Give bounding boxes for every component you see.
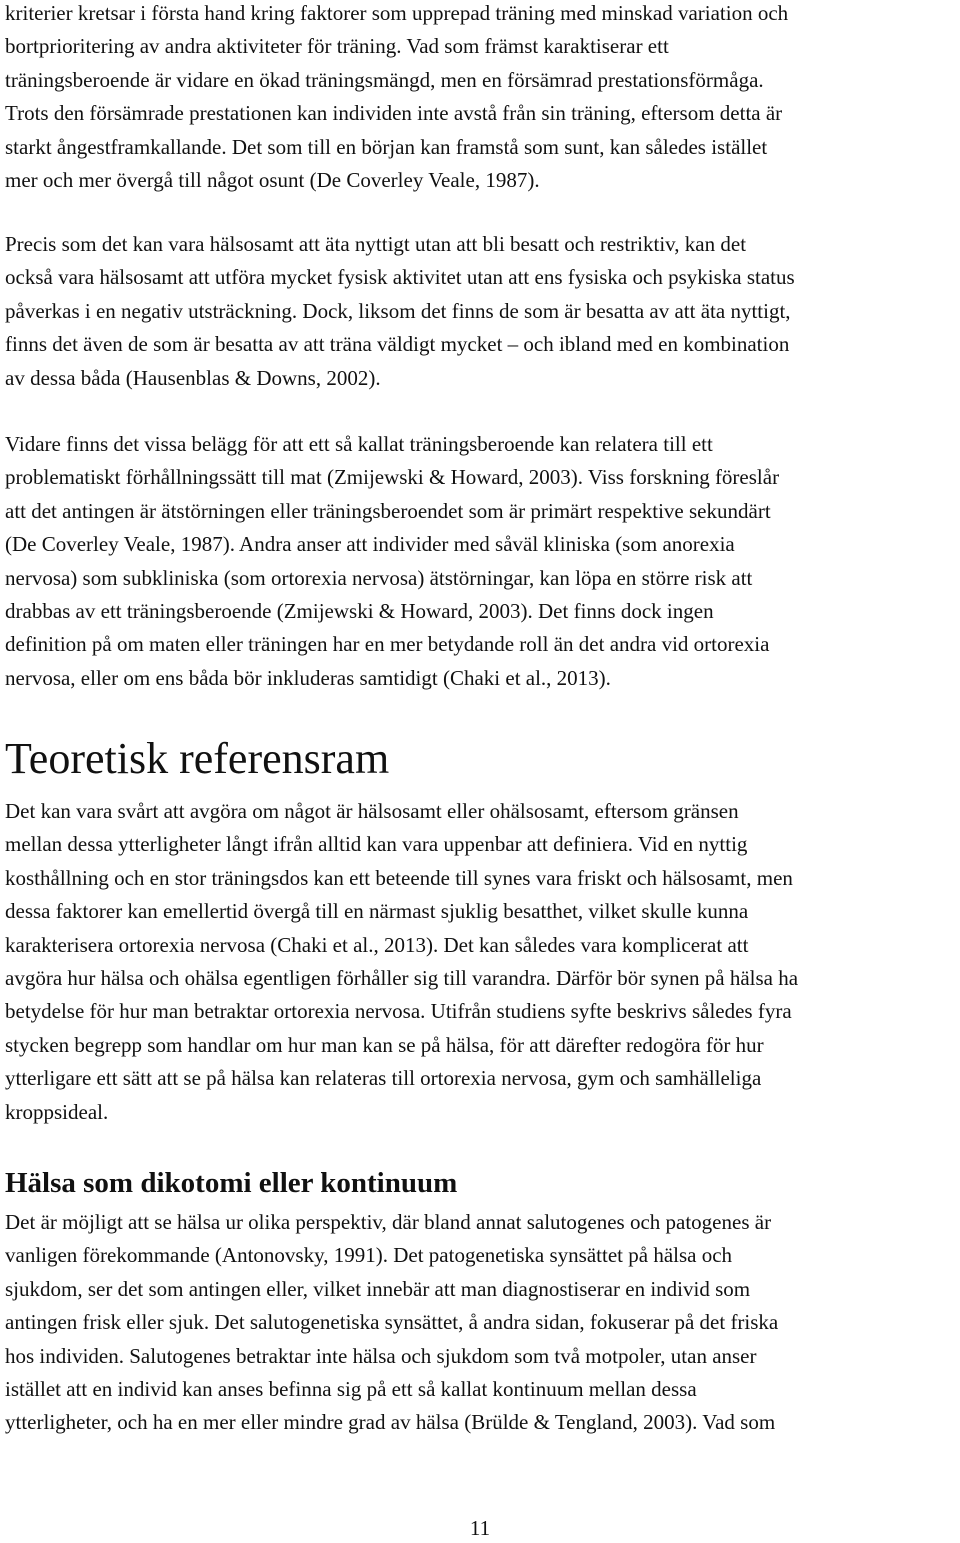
- text-line: antingen frisk eller sjuk. Det salutogenetiska synsättet, å andra sidan, fokuserar på det friska: [5, 1310, 779, 1335]
- subsection-heading: Hälsa som dikotomi eller kontinuum: [5, 1167, 458, 1199]
- paragraph-healthy-eating: [5, 228, 795, 395]
- text-line: träningsberoende är vidare en ökad träningsmängd, men en försämrad prestationsförmåga.: [5, 67, 764, 92]
- text-line: Det kan vara svårt att avgöra om något är hälsosamt eller ohälsosamt, eftersom gränsen: [5, 799, 739, 823]
- text-line: (De Coverley Veale, 1987). Andra anser att individer med såväl kliniska (som anorexia: [5, 532, 735, 557]
- text-line: definition på om maten eller träningen har en mer betydande roll än det andra vid ortorexia: [5, 632, 770, 657]
- paragraph-theoretical-framework: [5, 795, 798, 1129]
- text-line: att det antingen är ätstörningen eller träningsberoendet som är primärt respektive sekundärt: [5, 498, 771, 523]
- text-line: ytterligare ett sätt att se på hälsa kan relateras till ortorexia nervosa, gym och samhälleliga: [5, 1066, 762, 1091]
- text-line: finns det även de som är besatta av att träna väldigt mycket – och ibland med en kombination: [5, 332, 790, 357]
- text-line: karakterisera ortorexia nervosa (Chaki et al., 2013). Det kan således vara komplicerat att: [5, 932, 749, 957]
- paragraph-training-dependence: [5, 0, 788, 197]
- text-line: dessa faktorer kan emellertid övergå till en närmast sjuklig besatthet, vilket skulle kunna: [5, 899, 749, 924]
- paragraph-health-dichotomy: [5, 1206, 778, 1440]
- text-line: mellan dessa ytterligheter långt ifrån alltid kan vara uppenbar att definiera. Vid en nyttig: [5, 832, 748, 857]
- section-heading: Teoretisk referensram: [5, 734, 390, 783]
- text-line: drabbas av ett träningsberoende (Zmijewski & Howard, 2003). Det finns dock ingen: [5, 599, 714, 624]
- text-line: starkt ångestframkallande. Det som till en början kan framstå som sunt, kan således istället: [5, 134, 768, 159]
- text-line: Vidare finns det vissa belägg för att ett så kallat träningsberoende kan relatera till ett: [5, 432, 713, 456]
- text-line: problematiskt förhållningssätt till mat (Zmijewski & Howard, 2003). Viss forskning föreslår: [5, 465, 780, 490]
- text-line: ytterligheter, och ha en mer eller mindre grad av hälsa (Brülde & Tengland, 2003). Vad som: [5, 1410, 776, 1435]
- text-line: Det är möjligt att se hälsa ur olika perspektiv, där bland annat salutogenes och patogenes är: [5, 1210, 772, 1234]
- text-line: avgöra hur hälsa och ohälsa egentligen förhåller sig till varandra. Därför bör synen på hälsa ha: [5, 966, 799, 991]
- text-line: nervosa, eller om ens båda bör inkluderas samtidigt (Chaki et al., 2013).: [5, 665, 611, 690]
- text-line: betydelse för hur man betraktar ortorexia nervosa. Utifrån studiens syfte beskrivs således fyra: [5, 999, 792, 1024]
- text-line: mer och mer övergå till något osunt (De Coverley Veale, 1987).: [5, 168, 540, 193]
- text-line: kroppsideal.: [5, 1099, 109, 1124]
- page-number: 11: [469, 1516, 491, 1540]
- text-line: Trots den försämrade prestationen kan individen inte avstå från sin träning, eftersom detta är: [5, 101, 783, 126]
- text-line: påverkas i en negativ utsträckning. Dock, liksom det finns de som är besatta av att äta nyttigt,: [5, 298, 791, 323]
- paragraph-eating-disorders: [5, 428, 779, 695]
- text-line: bortprioritering av andra aktiviteter för träning. Vad som främst karaktiserar ett: [5, 34, 669, 59]
- text-line: istället att en individ kan anses befinna sig på ett så kallat kontinuum mellan dessa: [5, 1377, 697, 1402]
- text-line: nervosa) som subkliniska (som ortorexia nervosa) ätstörningar, kan löpa en större risk att: [5, 565, 753, 590]
- text-line: Precis som det kan vara hälsosamt att äta nyttigt utan att bli besatt och restriktiv, kan det: [5, 232, 747, 256]
- text-line: hos individen. Salutogenes betraktar inte hälsa och sjukdom som två motpoler, utan anser: [5, 1343, 757, 1368]
- text-line: av dessa båda (Hausenblas & Downs, 2002).: [5, 365, 381, 390]
- text-line: kriterier kretsar i första hand kring faktorer som upprepad träning med minskad variation och: [5, 1, 789, 25]
- text-line: stycken begrepp som handlar om hur man kan se på hälsa, för att därefter redogöra för hur: [5, 1032, 764, 1057]
- text-line: sjukdom, ser det som antingen eller, vilket innebär att man diagnostiserar en individ som: [5, 1276, 751, 1301]
- text-line: vanligen förekommande (Antonovsky, 1991). Det patogenetiska synsättet på hälsa och: [5, 1243, 733, 1268]
- text-line: också vara hälsosamt att utföra mycket fysisk aktivitet utan att ens fysiska och psykiska status: [5, 265, 795, 290]
- text-line: kosthållning och en stor träningsdos kan ett beteende till synes vara friskt och hälsosamt, men: [5, 865, 793, 890]
